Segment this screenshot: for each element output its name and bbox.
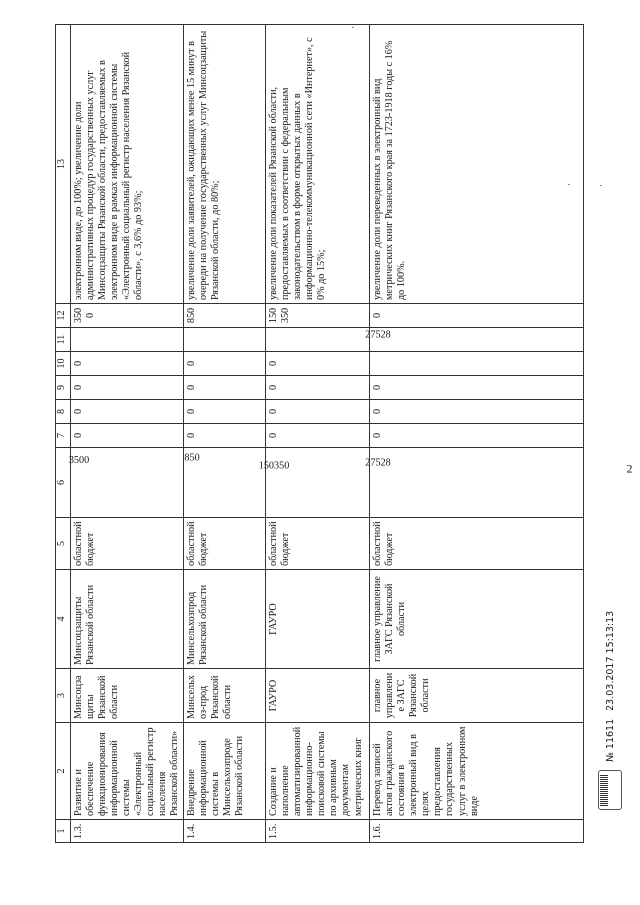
year-amount: 0 xyxy=(370,304,584,328)
year-amount: 0 xyxy=(370,400,584,424)
page-number: 2 xyxy=(626,461,633,476)
year-amount: 27528 xyxy=(370,328,584,352)
year-amount: 3500 xyxy=(71,304,184,328)
scan-speck xyxy=(600,185,602,186)
year-amount: 150350 xyxy=(266,304,370,328)
registry-stamp-icon xyxy=(598,770,622,810)
header-cell: 6 xyxy=(56,448,71,518)
executor: Минсельхоз-прод Рязанской области xyxy=(184,669,266,723)
funds-recipient: Минсоцзащиты Рязанской области xyxy=(71,570,184,669)
funding-source: областной бюджет xyxy=(71,518,184,570)
header-cell: 9 xyxy=(56,376,71,400)
table-header-row xyxy=(56,25,71,843)
funding-source: областной бюджет xyxy=(266,518,370,570)
year-amount: 0 xyxy=(184,352,266,376)
header-cell: 3 xyxy=(56,669,71,723)
scan-speck xyxy=(568,184,570,185)
year-amount: 0 xyxy=(71,376,184,400)
executor: главное управление ЗАГС Рязанской области xyxy=(370,669,584,723)
year-amount: 0 xyxy=(184,400,266,424)
measure-name: Развитие и обеспечение функционирования информационной системы «Электронный социальный регистр населения Рязанской области» xyxy=(71,723,184,820)
table-row xyxy=(184,25,266,843)
header-cell: 13 xyxy=(56,25,71,304)
target-indicator: увеличение доли показателей Рязанской области, предоставляемых в соответствии с федеральным законодательством в форме открытых данных в информационно-телекоммуникационной сети «Интернет», с 0% до 15%; xyxy=(266,25,370,304)
year-amount: 0 xyxy=(184,424,266,448)
table-row xyxy=(266,25,370,843)
program-table xyxy=(55,24,584,843)
header-cell: 4 xyxy=(56,570,71,669)
year-amount: 0 xyxy=(370,424,584,448)
executor: Минсоцзащиты Рязанской области xyxy=(71,669,184,723)
header-cell: 10 xyxy=(56,352,71,376)
total-amount: 27528 xyxy=(370,448,584,518)
table-row xyxy=(71,25,184,843)
row-number: 1.3. xyxy=(71,820,184,843)
year-amount: 0 xyxy=(71,352,184,376)
measure-name: Внедрение информационной системы в Минсельхозпроде Рязанской области xyxy=(184,723,266,820)
year-amount: 0 xyxy=(266,424,370,448)
measure-name: Создание и наполнение автоматизированной информационно-поисковой системы по архивным документам метрических книг xyxy=(266,723,370,820)
header-cell: 5 xyxy=(56,518,71,570)
year-amount xyxy=(266,328,370,352)
year-amount: 0 xyxy=(266,376,370,400)
header-cell: 2 xyxy=(56,723,71,820)
header-cell: 11 xyxy=(56,328,71,352)
document-number: № 11611 xyxy=(604,718,616,762)
year-amount xyxy=(71,328,184,352)
total-amount: 150350 xyxy=(266,448,370,518)
row-number: 1.5. xyxy=(266,820,370,843)
header-cell: 7 xyxy=(56,424,71,448)
year-amount: 0 xyxy=(266,400,370,424)
executor: ГАУРО xyxy=(266,669,370,723)
document-footer xyxy=(598,450,622,810)
table-row xyxy=(370,25,584,843)
year-amount: 0 xyxy=(370,376,584,400)
measure-name: Перевод записей актов гражданского состояния в электронный вид в целях предоставления государственных услуг в электронном виде xyxy=(370,723,584,820)
target-indicator: электронном виде, до 100%; увеличение доли административных процедур государственных услуг Минсоцзащиты Рязанской области, предоставляемых в электронном виде в рамках информационной системы «Электронный социальный регистр населения Рязанской области», с 3,6% до 93%; xyxy=(71,25,184,304)
document-timestamp: 23.03.2017 15:13:13 xyxy=(604,610,616,711)
row-number: 1.4. xyxy=(184,820,266,843)
header-cell: 1 xyxy=(56,820,71,843)
year-amount xyxy=(370,352,584,376)
year-amount: 0 xyxy=(266,352,370,376)
target-indicator: увеличение доли заявителей, ожидающих менее 15 минут в очереди на получение государственных услуг Минсоцзащиты Рязанской области, до 80%; xyxy=(184,25,266,304)
total-amount: 3500 xyxy=(71,448,184,518)
scan-speck xyxy=(352,27,354,28)
year-amount xyxy=(184,328,266,352)
total-amount: 850 xyxy=(184,448,266,518)
row-number: 1.6. xyxy=(370,820,584,843)
funding-source: областной бюджет xyxy=(370,518,584,570)
funds-recipient: главное управление ЗАГС Рязанской области xyxy=(370,570,584,669)
funds-recipient: Минсельхозпрод Рязанской области xyxy=(184,570,266,669)
header-cell: 8 xyxy=(56,400,71,424)
year-amount: 0 xyxy=(71,424,184,448)
year-amount: 0 xyxy=(184,376,266,400)
funds-recipient: ГАУРО xyxy=(266,570,370,669)
year-amount: 0 xyxy=(71,400,184,424)
funding-source: областной бюджет xyxy=(184,518,266,570)
target-indicator: увеличение доли переведенных в электронный вид метрических книг Рязанского края за 1723-1918 годы с 16% до 100%. xyxy=(370,25,584,304)
year-amount: 850 xyxy=(184,304,266,328)
header-cell: 12 xyxy=(56,304,71,328)
